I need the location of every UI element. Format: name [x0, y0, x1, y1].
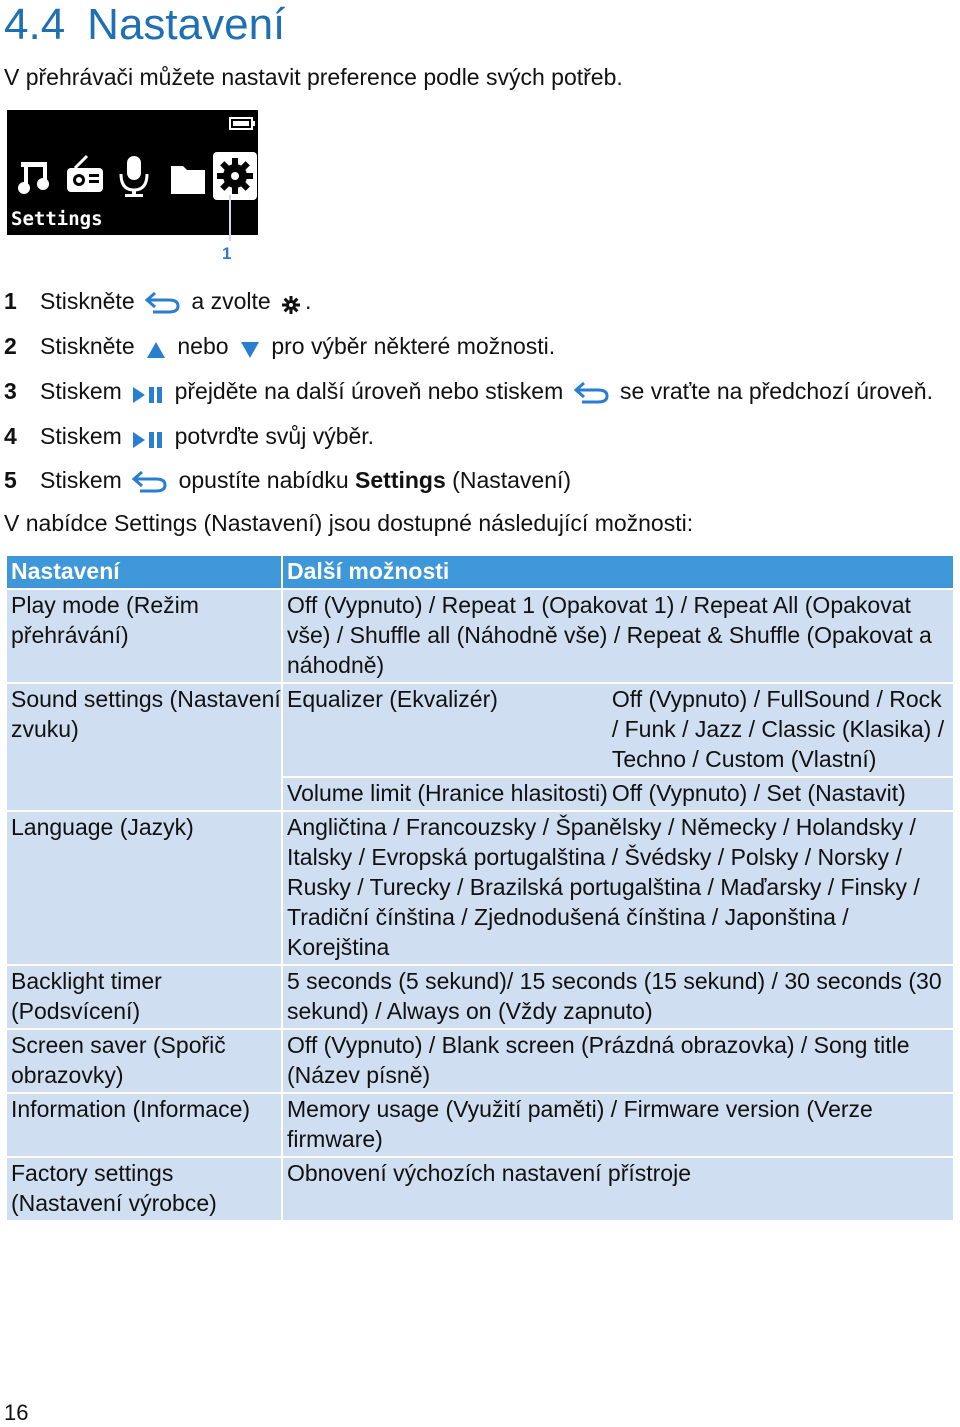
step-number: 1 [4, 288, 17, 314]
microphone-icon [121, 156, 147, 197]
play-pause-icon [132, 430, 164, 450]
setting-name: Play mode (Režim přehrávání) [7, 590, 281, 684]
step-text: přejděte na další úroveň nebo stiskem [174, 378, 564, 404]
step-number: 4 [4, 423, 17, 449]
sub-setting-name: Equalizer (Ekvalizér) [281, 684, 608, 778]
table-row [7, 1094, 953, 1158]
setting-options: Off (Vypnuto) / Blank screen (Prázdná obrazovka) / Song title (Název písně) [281, 1030, 953, 1094]
step-text: se vraťte na předchozí úroveň. [620, 378, 933, 404]
back-icon [132, 468, 168, 494]
step-text: a zvolte [191, 288, 271, 314]
setting-options: 5 seconds (5 sekund)/ 15 seconds (15 sekund) / 30 seconds (30 sekund) / Always on (Vždy zapnuto) [281, 966, 953, 1030]
music-icon [18, 162, 49, 194]
sub-setting-options: Off (Vypnuto) / FullSound / Rock / Funk / Jazz / Classic (Klasika) / Techno / Custom (Vlastní) [608, 684, 953, 778]
step-number: 2 [4, 333, 17, 359]
step-text: nebo [177, 333, 229, 359]
table-row [7, 966, 953, 1030]
step-text: Stiskem [40, 467, 122, 493]
page-title [4, 0, 285, 50]
step-5 [4, 465, 571, 495]
options-lead-text: V nabídce Settings (Nastavení) jsou dostupné následující možnosti: [4, 510, 694, 536]
setting-name: Language (Jazyk) [7, 812, 281, 966]
back-icon [145, 289, 181, 315]
back-icon [574, 379, 610, 405]
table-row [7, 1030, 953, 1094]
step-number: 3 [4, 378, 17, 404]
setting-name: Information (Informace) [7, 1094, 281, 1158]
table-row [7, 1158, 953, 1222]
setting-name: Factory settings (Nastavení výrobce) [7, 1158, 281, 1222]
step-text: Stiskněte [40, 288, 135, 314]
step-number: 5 [4, 467, 17, 493]
settings-term: Settings [355, 467, 446, 493]
battery-icon [230, 118, 255, 129]
setting-name: Sound settings (Nastavení zvuku) [7, 684, 281, 812]
callout-line [229, 195, 231, 241]
table-row [7, 590, 953, 684]
step-text: Stiskem [40, 423, 122, 449]
device-screen [7, 110, 258, 235]
step-text: Stiskněte [40, 333, 135, 359]
setting-name: Screen saver (Spořič obrazovky) [7, 1030, 281, 1094]
sub-setting-options: Off (Vypnuto) / Set (Nastavit) [608, 778, 953, 812]
step-text: (Nastavení) [452, 467, 572, 493]
step-2 [4, 331, 555, 361]
radio-icon [67, 156, 103, 192]
column-header-options: Další možnosti [281, 556, 953, 590]
table-row [7, 812, 953, 966]
step-text: pro výběr některé možnosti. [271, 333, 556, 359]
step-4 [4, 421, 374, 451]
down-arrow-icon [239, 340, 261, 360]
settings-table [7, 556, 953, 1222]
step-text: Stiskem [40, 378, 122, 404]
gear-icon [281, 295, 301, 315]
step-text: opustíte nabídku [178, 467, 349, 493]
setting-options: Off (Vypnuto) / Repeat 1 (Opakovat 1) / Repeat All (Opakovat vše) / Shuffle all (Náhodně vše) / Repeat & Shuffle (Opakovat a náhodně) [281, 590, 953, 684]
up-arrow-icon [145, 340, 167, 360]
setting-options: Memory usage (Využití paměti) / Firmware version (Verze firmware) [281, 1094, 953, 1158]
callout-number: 1 [222, 244, 232, 263]
setting-name: Backlight timer (Podsvícení) [7, 966, 281, 1030]
step-1: 1 Stiskněte a zvolte . [4, 288, 312, 314]
column-header-setting: Nastavení [7, 556, 281, 590]
section-title: Nastavení [87, 0, 286, 49]
page-number: 16 [4, 1400, 29, 1425]
table-header-row [7, 556, 953, 590]
folder-icon [171, 166, 205, 194]
section-number: 4.4 [4, 0, 66, 49]
setting-options: Obnovení výchozích nastavení přístroje [281, 1158, 953, 1222]
gear-icon [217, 158, 253, 194]
screen-label: Settings [11, 208, 103, 230]
table-row [7, 684, 953, 778]
step-text: potvrďte svůj výběr. [174, 423, 375, 449]
intro-text: V přehrávači můžete nastavit preference podle svých potřeb. [4, 64, 623, 90]
play-pause-icon [132, 385, 164, 405]
sub-setting-name: Volume limit (Hranice hlasitosti) [281, 778, 608, 812]
setting-options: Angličtina / Francouzsky / Španělsky / Německy / Holandsky / Italsky / Evropská portugalština / Švédsky / Polsky / Norsky / Rusky / Turecky / Brazilská portugalština / Maďarsky / Finsky / Tradiční čínština / Zjednodušená čínština / Japonština / Korejština [281, 812, 953, 966]
step-3 [4, 376, 933, 406]
